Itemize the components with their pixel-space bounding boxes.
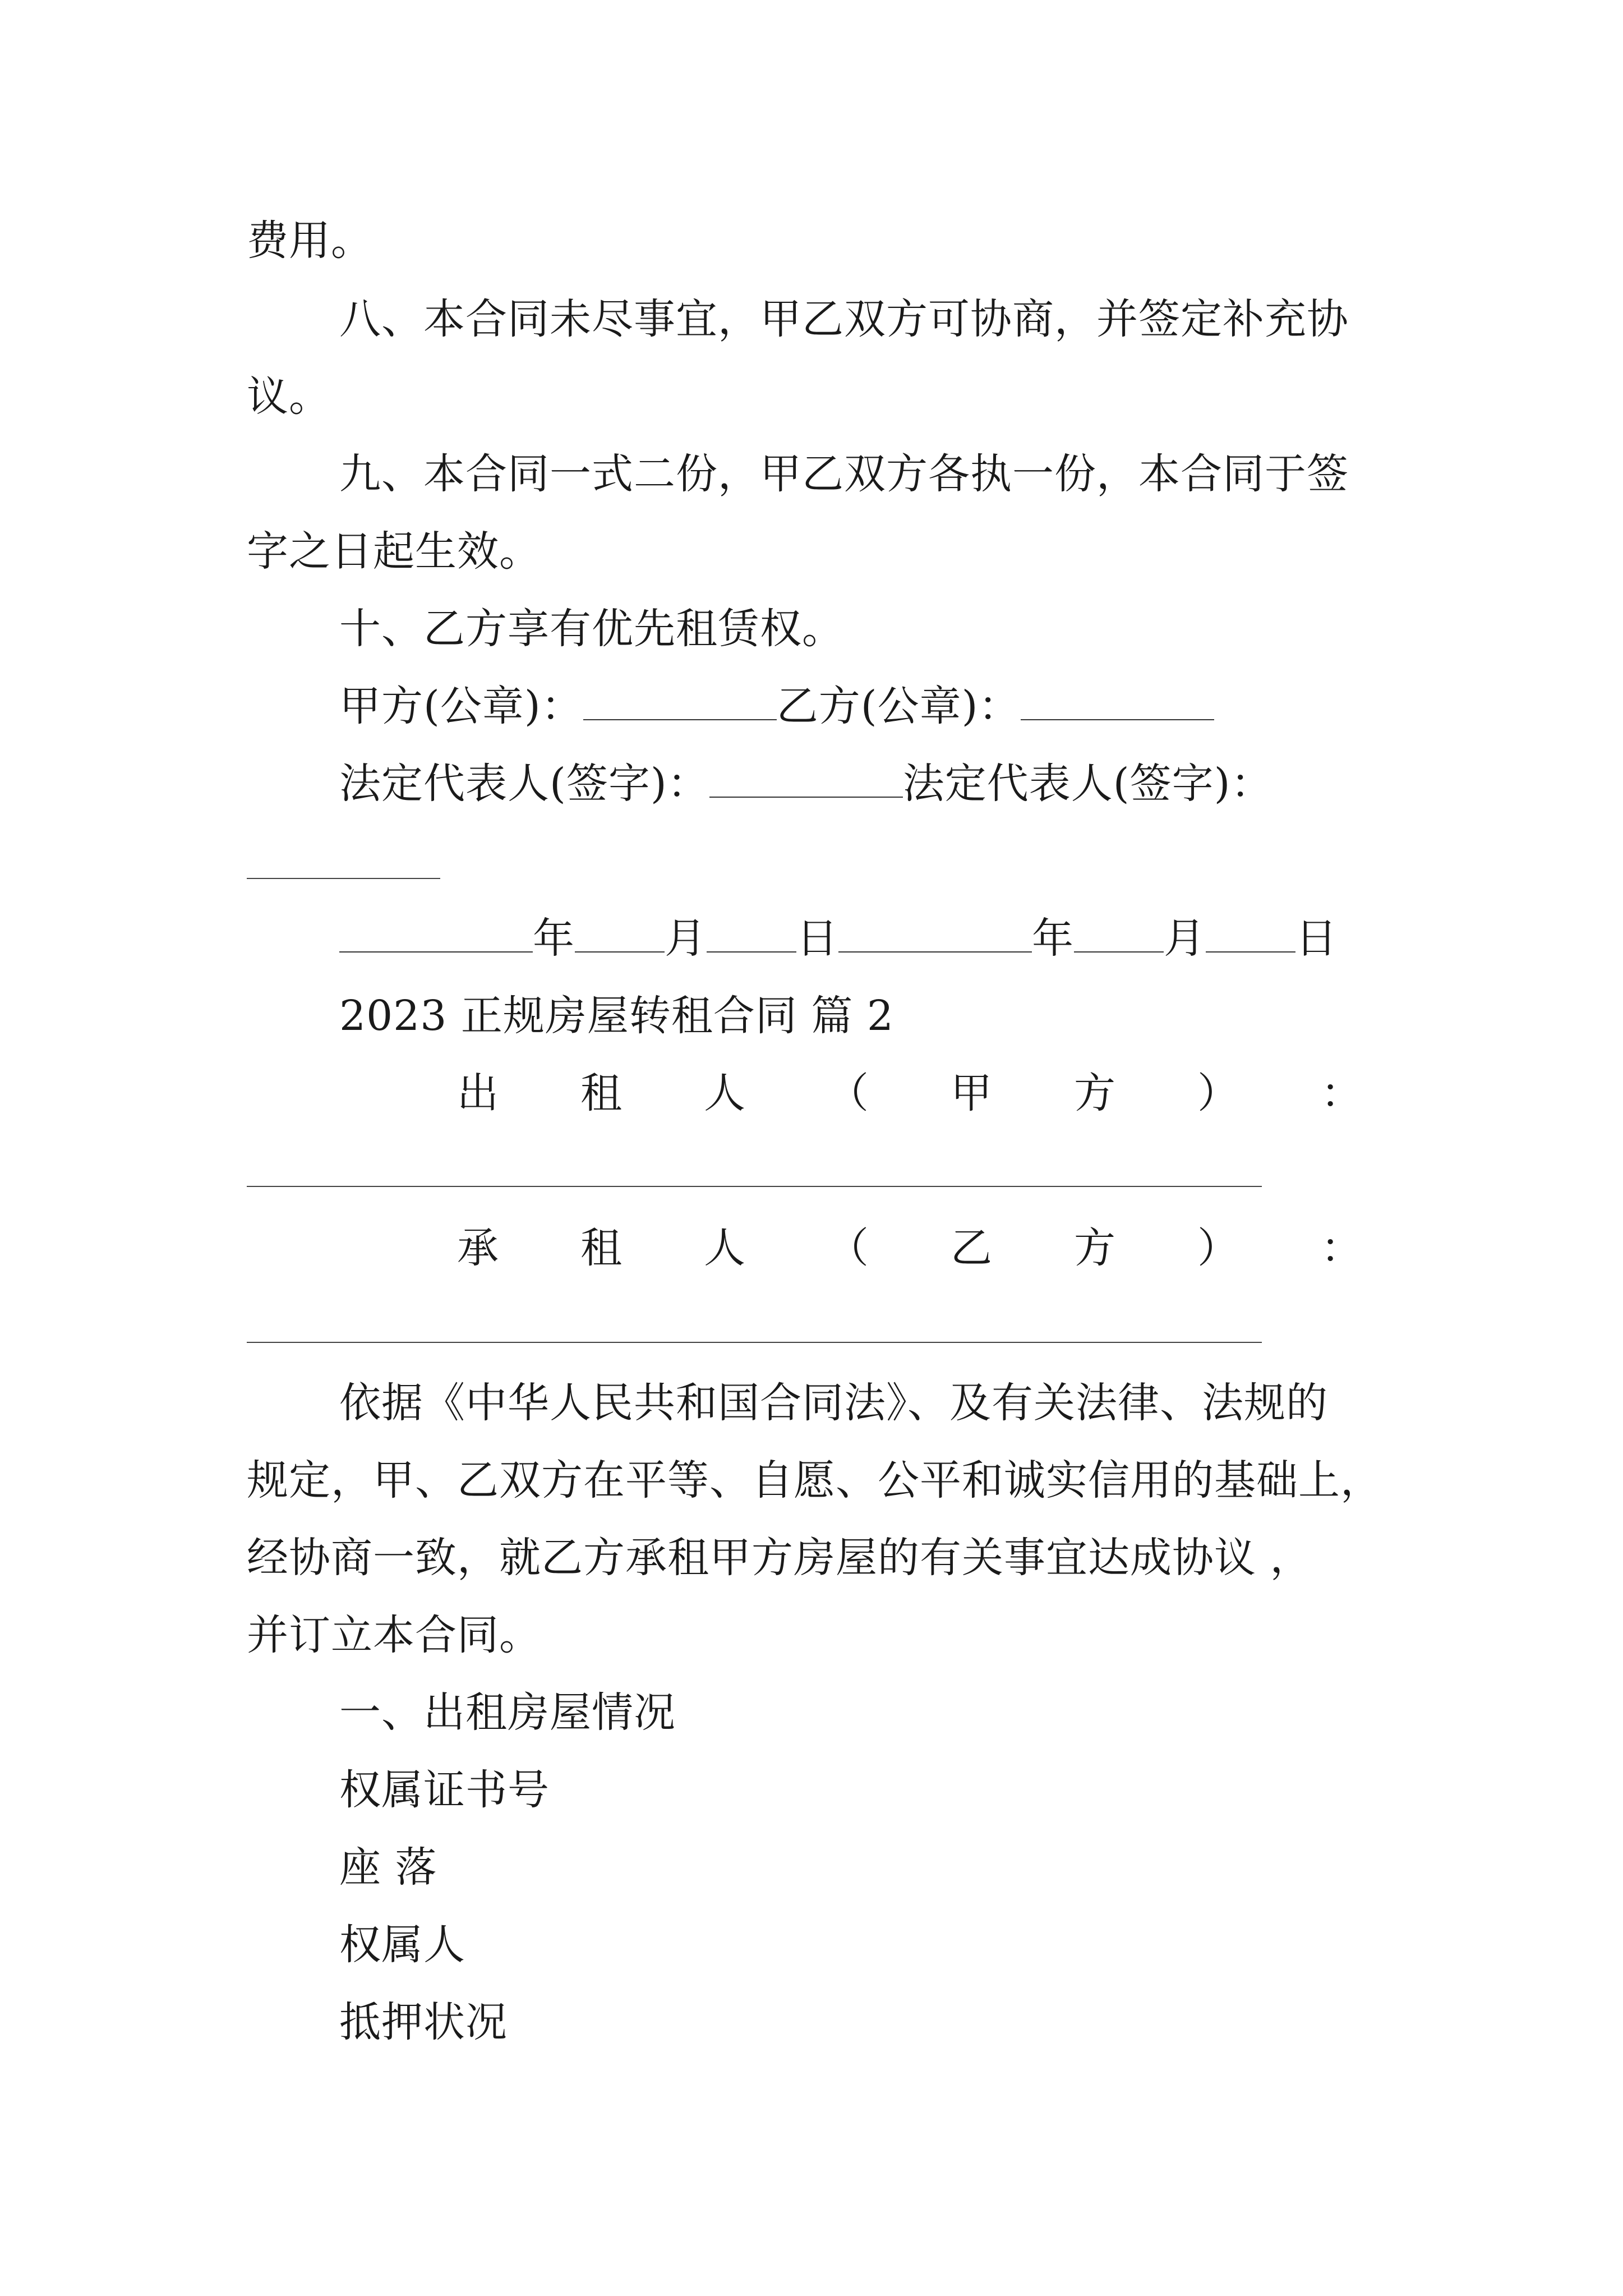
lessee-char: 租 (580, 1224, 623, 1272)
lessor-char: 甲 (951, 1069, 993, 1117)
year-label: 年 (1032, 914, 1074, 963)
field-label: 抵押状况 (339, 1998, 508, 2046)
lessee-char: ： (1321, 1224, 1363, 1272)
section-heading: 一、出租房屋情况 (339, 1688, 676, 1737)
lessor-char: 方 (1074, 1069, 1116, 1117)
lessor-line (457, 1069, 1363, 1117)
lessee-char: 方 (1074, 1224, 1116, 1272)
text-line: 费用。 (247, 217, 373, 265)
lessor-char: ： (1321, 1069, 1363, 1117)
lessee-char: ） (1197, 1224, 1239, 1272)
year-blank (339, 948, 533, 953)
month-label: 月 (1164, 914, 1206, 963)
lessor-char: 人 (704, 1069, 746, 1117)
party-b-seal-label: 乙方(公章)： (776, 682, 1021, 730)
lessor-char: ） (1197, 1069, 1239, 1117)
party-b-seal-blank (1021, 716, 1214, 720)
year-label: 年 (533, 914, 575, 963)
lessor-char: 出 (457, 1069, 499, 1117)
lessee-line (457, 1224, 1363, 1272)
lessor-blank (247, 1186, 1262, 1187)
lessee-char: 人 (704, 1224, 746, 1272)
text-line: 议。 (247, 372, 331, 421)
party-a-seal-blank (583, 716, 777, 720)
month-blank (575, 948, 665, 953)
lessee-char: （ (827, 1224, 869, 1272)
clause-10: 十、乙方享有优先租赁权。 (339, 605, 844, 653)
text-line: 字之日起生效。 (247, 527, 541, 576)
section-title: 2023 正规房屋转租合同 篇 2 (339, 992, 894, 1040)
lessee-char: 承 (457, 1224, 499, 1272)
day-label: 日 (1295, 914, 1338, 963)
field-label: 权属人 (339, 1921, 465, 1969)
representative-line (339, 760, 1273, 808)
preamble-line: 依据《中华人民共和国合同法》、及有关法律、法规的 (339, 1379, 1328, 1427)
rep-b-label: 法定代表人(签字)： (902, 760, 1273, 808)
lessee-char: 乙 (951, 1224, 993, 1272)
seal-line (339, 682, 1214, 730)
lessor-char: （ (827, 1069, 869, 1117)
preamble-line: 经协商一致，就乙方承租甲方房屋的有关事宜达成协议 ， (247, 1534, 1312, 1582)
rep-a-label: 法定代表人(签字)： (339, 760, 709, 808)
clause-8: 八、本合同未尽事宜，甲乙双方可协商，并签定补充协 (339, 295, 1349, 343)
month-label: 月 (665, 914, 707, 963)
day-label: 日 (796, 914, 838, 963)
clause-9: 九、本合同一式二份，甲乙双方各执一份，本合同于签 (339, 450, 1349, 498)
field-label: 座 落 (339, 1843, 437, 1892)
lessee-blank (247, 1342, 1262, 1343)
year-blank (838, 948, 1032, 953)
rep-a-blank (709, 793, 903, 798)
party-a-seal-label: 甲方(公章)： (339, 682, 583, 730)
day-blank (707, 948, 796, 953)
preamble-line: 规定，甲、乙双方在平等、自愿、公平和诚实信用的基础上， (247, 1456, 1382, 1504)
preamble-line: 并订立本合同。 (247, 1611, 541, 1659)
day-blank (1206, 948, 1295, 953)
month-blank (1074, 948, 1164, 953)
field-label: 权属证书号 (339, 1766, 550, 1814)
lessor-char: 租 (580, 1069, 623, 1117)
date-line (339, 914, 1338, 963)
rep-b-blank (247, 878, 440, 879)
